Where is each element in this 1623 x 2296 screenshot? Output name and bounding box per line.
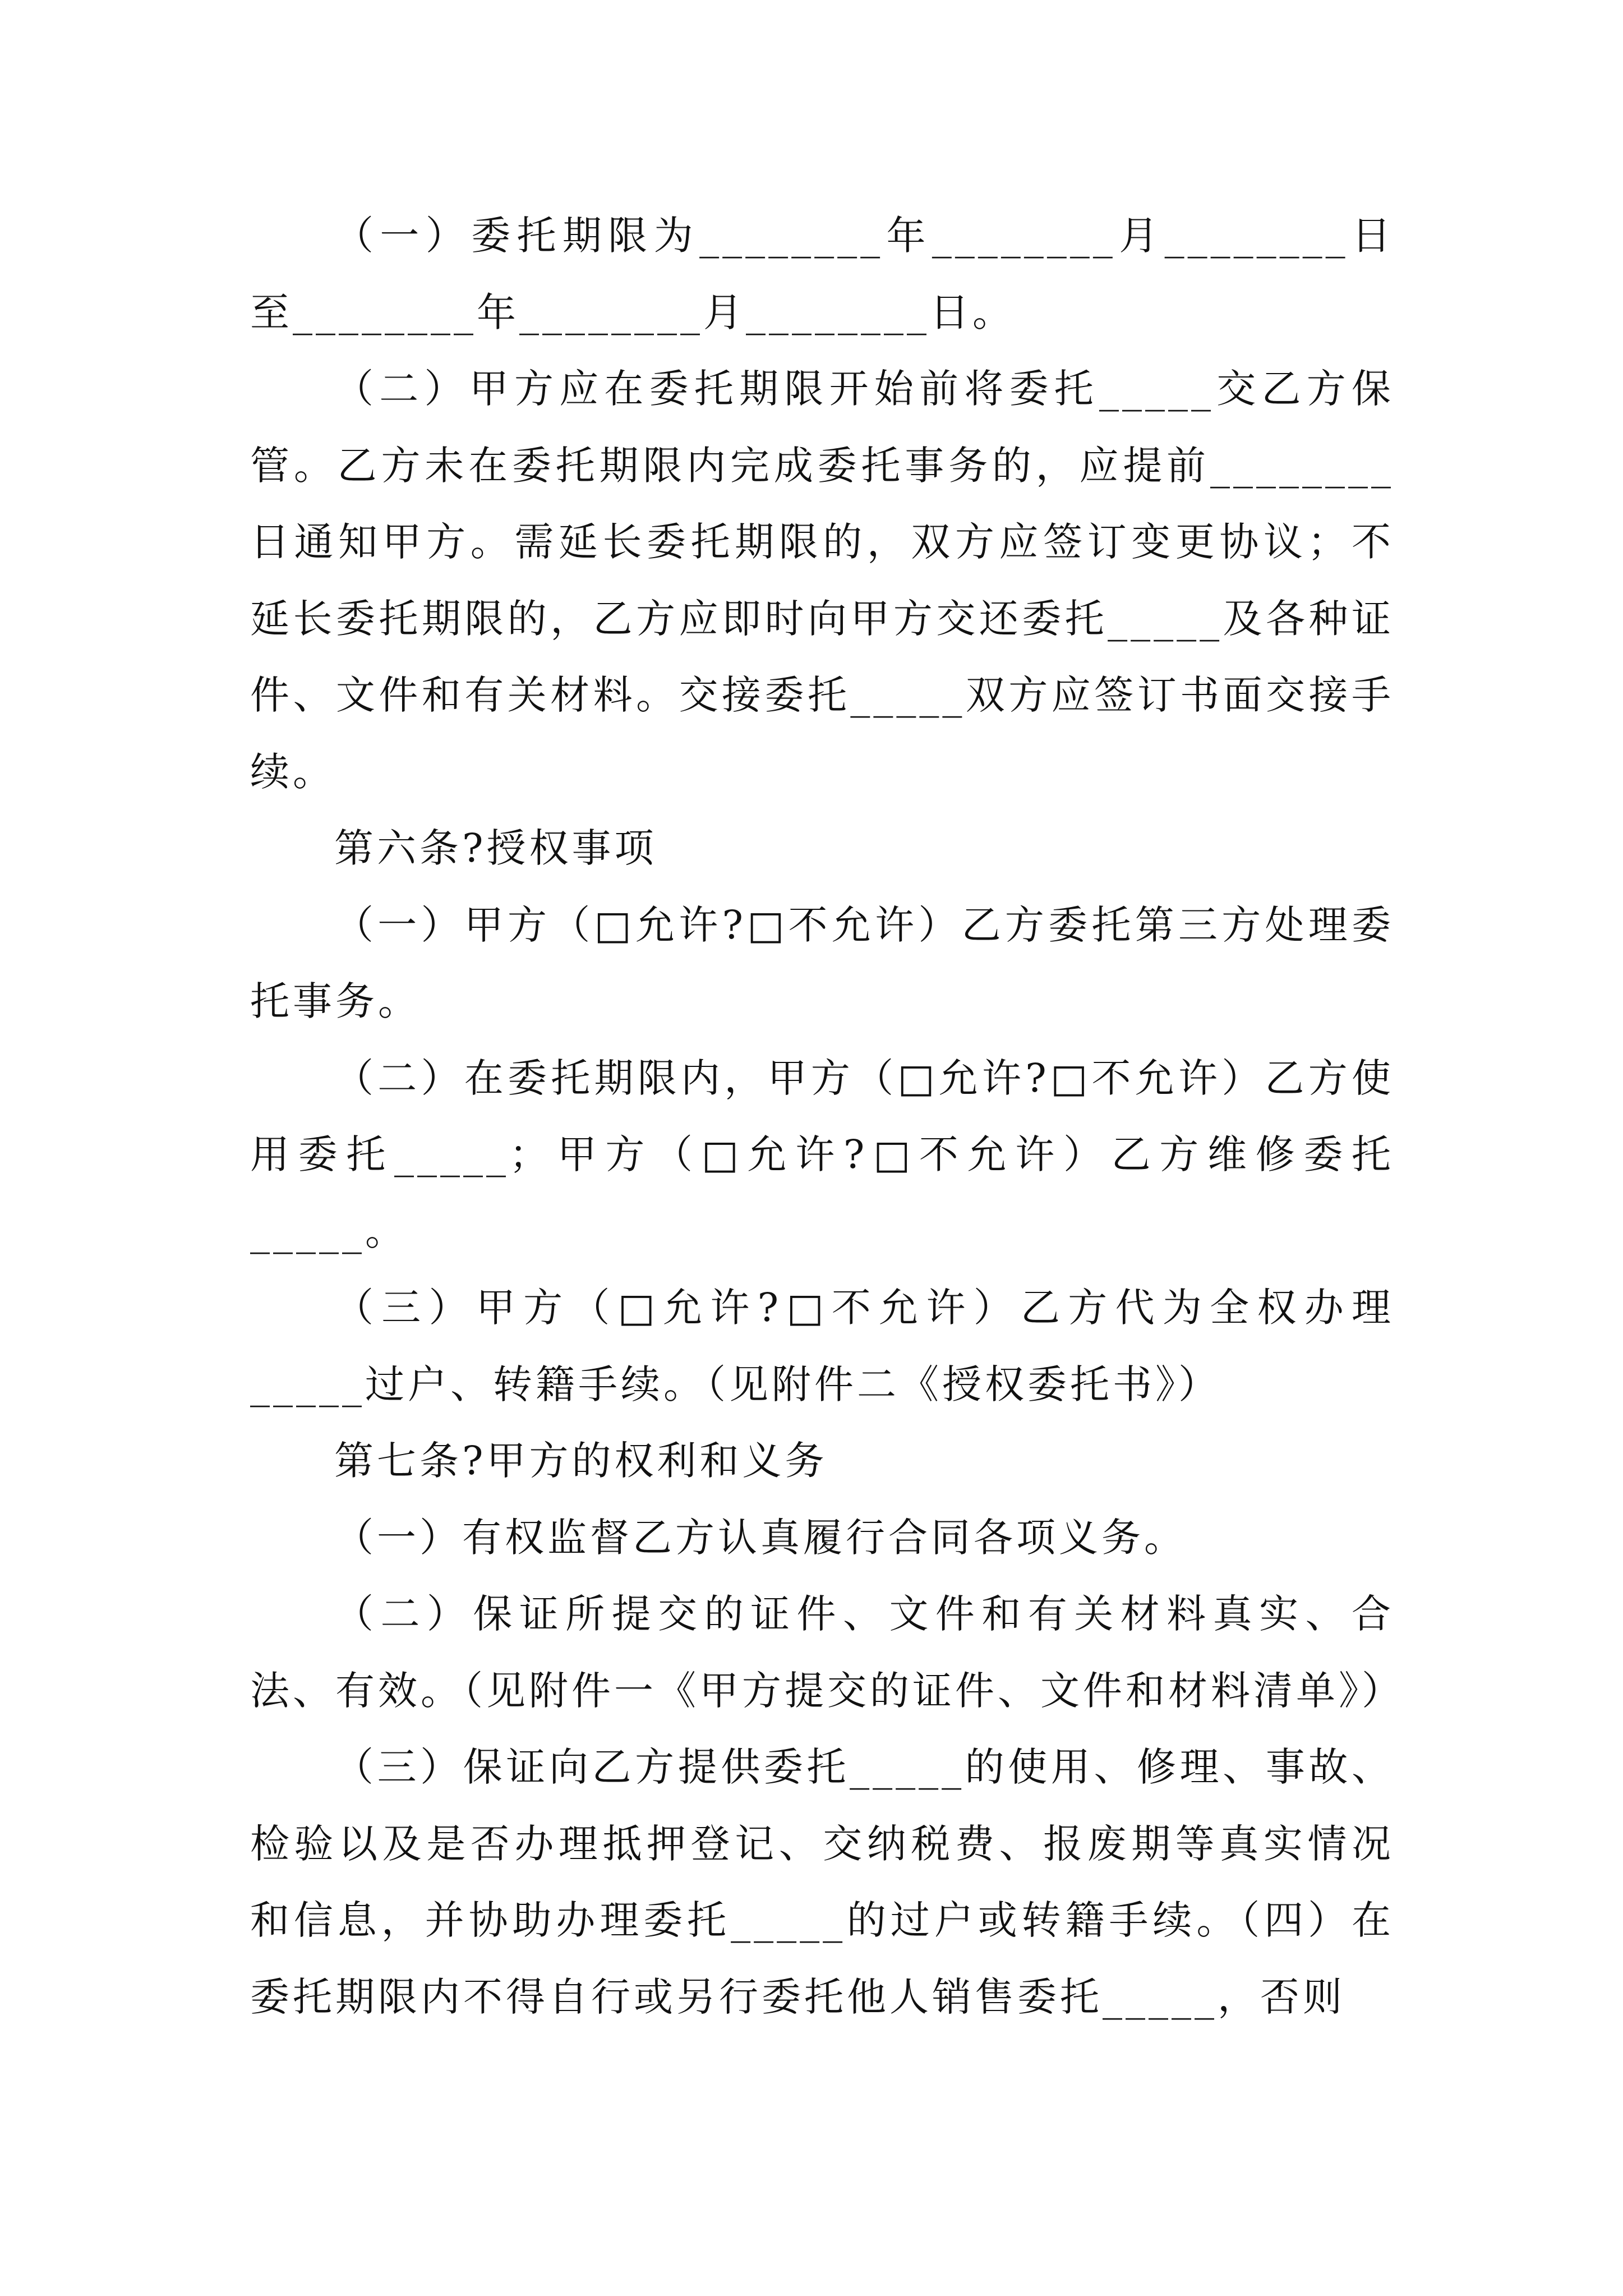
paragraph-duty-2: （二）保证所提交的证件、文件和有关材料真实、合法、有效。（见附件一《甲方提交的证件、文件和材料清单》）	[250, 1591, 1404, 1714]
paragraph-auth-2: （二）在委托期限内，甲方（□允许?□不允许）乙方使用委托_____；甲方（□允许?□不允许）乙方维修委托_____。	[250, 1055, 1394, 1254]
document-body	[250, 197, 1404, 2035]
paragraph-duty-3: （三）保证向乙方提供委托_____的使用、修理、事故、检验以及是否办理抵押登记、交纳税费、报废期等真实情况和信息，并协助办理委托_____的过户或转籍手续。（四）在委托期限内不得自行或另行委托他人销售委托_____，否则	[250, 1744, 1394, 2020]
paragraph-term-1: （一）委托期限为________年________月________日至________年________月________日。	[250, 213, 1394, 335]
paragraph-auth-3: （三）甲方（□允许?□不允许）乙方代为全权办理_____过户、转籍手续。（见附件二《授权委托书》）	[250, 1285, 1394, 1407]
paragraph-auth-1: （一）甲方（□允许?□不允许）乙方委托第三方处理委托事务。	[250, 901, 1394, 1024]
article-7-heading: 第七条?甲方的权利和义务	[334, 1438, 828, 1484]
paragraph-duty-1: （一）有权监督乙方认真履行合同各项义务。	[334, 1514, 1187, 1561]
article-6-heading: 第六条?授权事项	[334, 825, 657, 871]
paragraph-term-2: （二）甲方应在委托期限开始前将委托_____交乙方保管。乙方未在委托期限内完成委托事务的，应提前________日通知甲方。需延长委托期限的，双方应签订变更协议；不延长委托期限的，乙方应即时向甲方交还委托_____及各种证件、文件和有关材料。交接委托_____双方应签订书面交接手续。	[250, 366, 1394, 795]
